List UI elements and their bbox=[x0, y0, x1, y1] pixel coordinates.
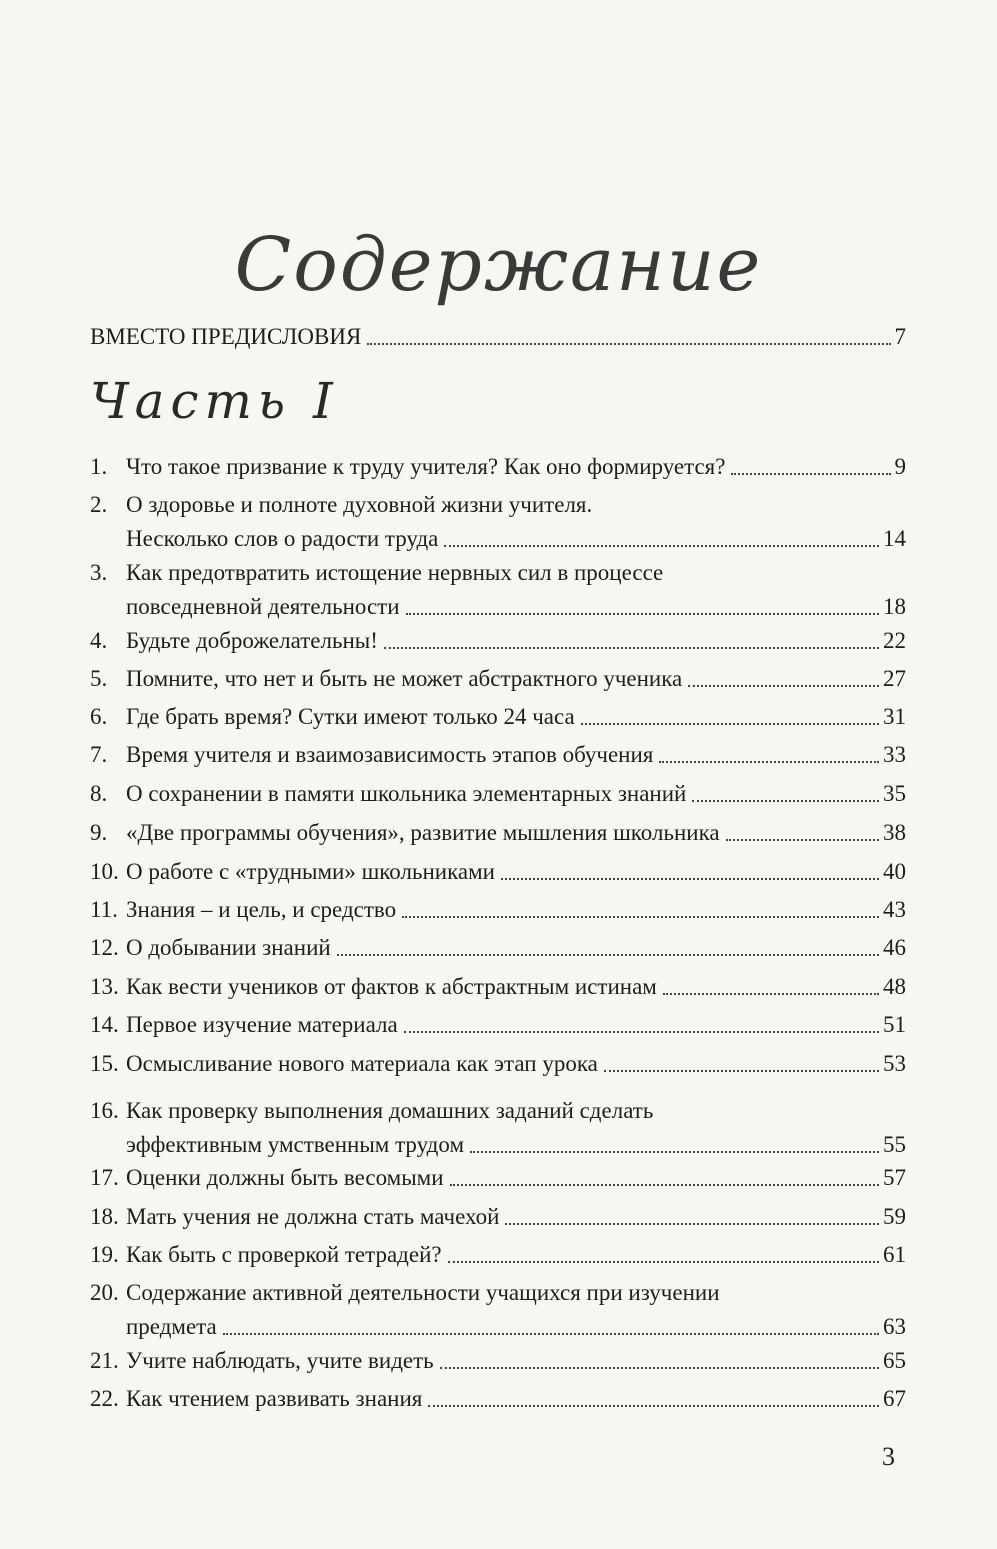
toc-entry-line bbox=[126, 1384, 906, 1414]
toc-entry-title: Знания – и цель, и средство bbox=[126, 897, 397, 922]
leader-dots bbox=[223, 1329, 879, 1335]
leader-dots bbox=[581, 719, 879, 725]
toc-entry-page: 51 bbox=[883, 1012, 906, 1037]
toc-entry-page: 53 bbox=[883, 1051, 906, 1076]
toc-entry-line bbox=[126, 1049, 906, 1079]
toc-entry-line bbox=[126, 1346, 906, 1376]
toc-entry-page: 57 bbox=[883, 1165, 906, 1190]
toc-entry-number: 21. bbox=[90, 1348, 119, 1373]
toc-entry-number: 19. bbox=[90, 1242, 119, 1267]
toc-entry-line bbox=[126, 1130, 906, 1160]
toc-entry-number: 7. bbox=[90, 742, 108, 767]
toc-entry-line bbox=[126, 818, 906, 848]
toc-entry-title: эффективным умственным трудом bbox=[126, 1132, 464, 1157]
toc-entry-number: 8. bbox=[90, 781, 108, 806]
toc-entry-title: Как вести учеников от фактов к абстрактным истинам bbox=[126, 974, 657, 999]
toc-entry-title: Помните, что нет и быть не может абстрактного ученика bbox=[126, 666, 683, 691]
leader-dots bbox=[402, 912, 879, 918]
toc-entry-title: Несколько слов о радости труда bbox=[126, 526, 439, 551]
toc-entry-number: 22. bbox=[90, 1386, 119, 1411]
toc-entry-title: О работе с «трудными» школьниками bbox=[126, 859, 495, 884]
toc-entry-number: 6. bbox=[90, 704, 108, 729]
toc-entry-title: «Две программы обучения», развитие мышления школьника bbox=[126, 820, 720, 845]
toc-entry-line bbox=[126, 1278, 720, 1308]
toc-entry-title: Как проверку выполнения домашних заданий сделать bbox=[126, 1098, 654, 1123]
leader-dots bbox=[440, 1363, 879, 1369]
toc-entry-page: 40 bbox=[883, 859, 906, 884]
toc-entry-line bbox=[126, 558, 663, 588]
page-title: Содержание bbox=[234, 222, 763, 308]
toc-entry-page: 67 bbox=[883, 1386, 906, 1411]
toc-entry-page: 31 bbox=[883, 704, 906, 729]
leader-dots bbox=[505, 1219, 879, 1225]
toc-entry-number: 4. bbox=[90, 628, 108, 653]
toc-entry-number: 18. bbox=[90, 1204, 119, 1229]
leader-dots bbox=[692, 796, 879, 802]
toc-entry-page: 43 bbox=[883, 897, 906, 922]
leader-dots bbox=[337, 950, 879, 956]
toc-entry-page: 46 bbox=[883, 935, 906, 960]
page-number: 3 bbox=[882, 1442, 895, 1471]
toc-entry-title: Учите наблюдать, учите видеть bbox=[126, 1348, 434, 1373]
toc-entry-line bbox=[126, 1312, 906, 1342]
toc-entry-line bbox=[126, 702, 906, 732]
leader-dots bbox=[450, 1180, 879, 1186]
toc-entry-number: 16. bbox=[90, 1098, 119, 1123]
leader-dots bbox=[384, 643, 879, 649]
toc-entry-page: 65 bbox=[883, 1348, 906, 1373]
leader-dots bbox=[470, 1147, 879, 1153]
toc-entry-title: Осмысливание нового материала как этап урока bbox=[126, 1051, 598, 1076]
toc-entry-page: 14 bbox=[883, 526, 906, 551]
toc-entry-title: О сохранении в памяти школьника элементарных знаний bbox=[126, 781, 687, 806]
toc-entry-line bbox=[126, 490, 592, 520]
toc-entry-page: 35 bbox=[883, 781, 906, 806]
toc-entry-number: 11. bbox=[90, 897, 118, 922]
toc-entry-page: 27 bbox=[883, 666, 906, 691]
toc-entry-title: Оценки должны быть весомыми bbox=[126, 1165, 444, 1190]
leader-dots bbox=[688, 681, 879, 687]
toc-entry-number: 13. bbox=[90, 974, 119, 999]
toc-entry-line bbox=[126, 972, 906, 1002]
toc-entry-line bbox=[126, 740, 906, 770]
preface-label: ВМЕСТО ПРЕДИСЛОВИЯ bbox=[90, 324, 362, 349]
toc-entry-number: 3. bbox=[90, 560, 108, 585]
leader-dots bbox=[501, 874, 879, 880]
toc-entry-line bbox=[126, 524, 906, 554]
toc-entry-number: 2. bbox=[90, 492, 108, 517]
leader-dots bbox=[444, 541, 879, 547]
preface-page: 7 bbox=[894, 324, 906, 349]
leader-dots bbox=[428, 1401, 879, 1407]
toc-entry-number: 20. bbox=[90, 1280, 119, 1305]
leader-dots bbox=[448, 1257, 879, 1263]
toc-entry-title: Первое изучение материала bbox=[126, 1012, 398, 1037]
toc-entry-number: 14. bbox=[90, 1012, 119, 1037]
toc-entry-title: Время учителя и взаимозависимость этапов обучения bbox=[126, 742, 654, 767]
toc-entry-page: 48 bbox=[883, 974, 906, 999]
toc-entry-line bbox=[126, 857, 906, 887]
leader-dots bbox=[406, 609, 879, 615]
leader-dots bbox=[367, 339, 890, 345]
toc-entry-title: Что такое призвание к труду учителя? Как оно формируется? bbox=[126, 454, 726, 479]
toc-entry-line bbox=[126, 1163, 906, 1193]
toc-entry-line bbox=[126, 1010, 906, 1040]
toc-entry-line bbox=[126, 626, 906, 656]
leader-dots bbox=[404, 1027, 879, 1033]
preface-line bbox=[90, 322, 906, 352]
toc-entry-page: 9 bbox=[894, 454, 906, 479]
toc-entry-line bbox=[126, 452, 906, 482]
toc-entry-title: Где брать время? Сутки имеют только 24 часа bbox=[126, 704, 575, 729]
toc-entry-line bbox=[126, 1096, 653, 1126]
toc-entry-page: 33 bbox=[883, 742, 906, 767]
part-title: Часть I bbox=[90, 372, 339, 430]
toc-entry-line bbox=[126, 664, 906, 694]
toc-entry-number: 5. bbox=[90, 666, 108, 691]
toc-entry-title: Как чтением развивать знания bbox=[126, 1386, 423, 1411]
toc-entry-line bbox=[126, 1202, 906, 1232]
toc-entry-title: Как предотвратить истощение нервных сил в процессе bbox=[126, 560, 664, 585]
toc-entry-page: 55 bbox=[883, 1132, 906, 1157]
leader-dots bbox=[663, 989, 879, 995]
leader-dots bbox=[659, 757, 879, 763]
toc-entry-page: 18 bbox=[883, 594, 906, 619]
toc-entry-title: Содержание активной деятельности учащихся при изучении bbox=[126, 1280, 720, 1305]
toc-entry-title: Мать учения не должна стать мачехой bbox=[126, 1204, 500, 1229]
toc-entry-title: О здоровье и полноте духовной жизни учителя. bbox=[126, 492, 593, 517]
toc-entry-title: О добывании знаний bbox=[126, 935, 331, 960]
toc-entry-number: 1. bbox=[90, 454, 108, 479]
toc-entry-line bbox=[126, 592, 906, 622]
toc-entry-line bbox=[126, 1240, 906, 1270]
toc-entry-number: 17. bbox=[90, 1165, 119, 1190]
leader-dots bbox=[604, 1066, 879, 1072]
toc-entry-title: предмета bbox=[126, 1314, 217, 1339]
toc-entry-page: 59 bbox=[883, 1204, 906, 1229]
toc-entry-number: 12. bbox=[90, 935, 119, 960]
toc-entry-line bbox=[126, 779, 906, 809]
toc-entry-title: Как быть с проверкой тетрадей? bbox=[126, 1242, 442, 1267]
toc-entry-number: 15. bbox=[90, 1051, 119, 1076]
toc-entry-page: 38 bbox=[883, 820, 906, 845]
toc-entry-title: Будьте доброжелательны! bbox=[126, 628, 378, 653]
toc-entry-line bbox=[126, 933, 906, 963]
leader-dots bbox=[731, 469, 890, 475]
toc-entry-title: повседневной деятельности bbox=[126, 594, 400, 619]
toc-entry-number: 10. bbox=[90, 859, 119, 884]
toc-entry-page: 61 bbox=[883, 1242, 906, 1267]
toc-entry-page: 63 bbox=[883, 1314, 906, 1339]
toc-entry-number: 9. bbox=[90, 820, 108, 845]
leader-dots bbox=[726, 835, 879, 841]
toc-entry-line bbox=[126, 895, 906, 925]
toc-entry-page: 22 bbox=[883, 628, 906, 653]
